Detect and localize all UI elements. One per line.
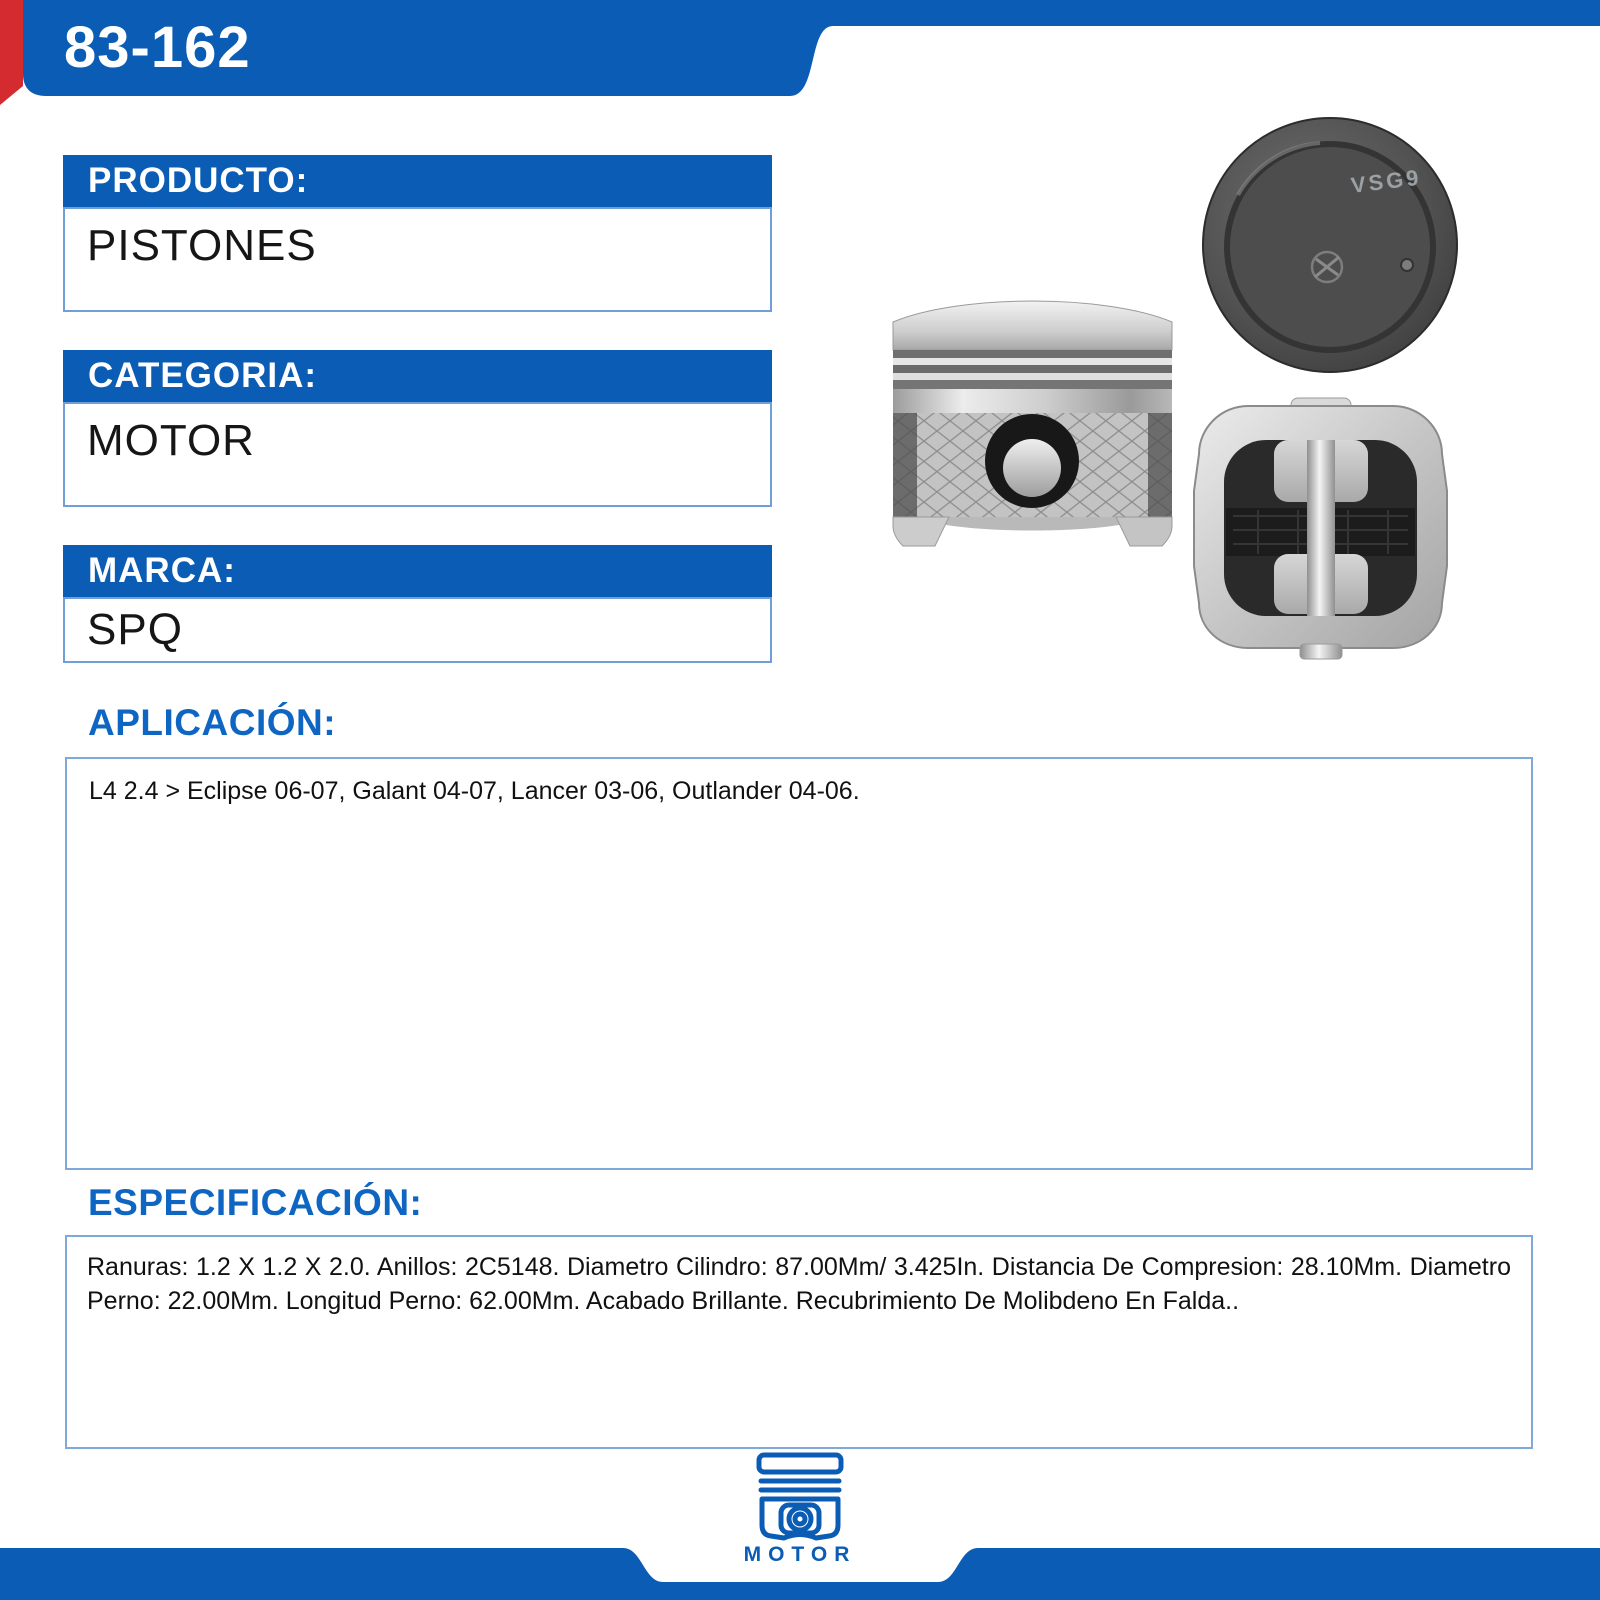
footer-category-label: MOTOR	[743, 1543, 857, 1566]
field-label-categoria	[63, 350, 772, 402]
specification-section-title: ESPECIFICACIÓN:	[88, 1182, 423, 1223]
footer-band	[0, 1540, 1600, 1600]
field-label-producto	[63, 155, 772, 207]
piston-icon	[752, 1452, 848, 1544]
application-text: L4 2.4 > Eclipse 06-07, Galant 04-07, Lancer 03-06, Outlander 04-06.	[89, 777, 860, 805]
field-label-text: CATEGORIA:	[88, 356, 318, 395]
piston-bottom-view-image	[1188, 396, 1453, 661]
field-label-marca	[63, 545, 772, 597]
piston-side-view-image	[885, 288, 1180, 550]
field-value-text: PISTONES	[87, 221, 317, 270]
application-section-title: APLICACIÓN:	[88, 702, 337, 743]
application-box	[65, 757, 1533, 1170]
field-value-text: SPQ	[87, 605, 183, 654]
specification-box	[65, 1235, 1533, 1449]
field-value-marca	[63, 597, 772, 663]
field-label-text: MARCA:	[88, 551, 236, 590]
red-accent-ribbon	[0, 0, 23, 105]
part-number: 83-162	[64, 15, 251, 80]
piston-top-view-image	[1200, 115, 1460, 375]
piston-crown-marking: VSG9	[1349, 164, 1423, 198]
field-label-text: PRODUCTO:	[88, 161, 309, 200]
field-value-text: MOTOR	[87, 416, 255, 465]
specification-text: Ranuras: 1.2 X 1.2 X 2.0. Anillos: 2C5148. Diametro Cilindro: 87.00Mm/ 3.425In. Distancia De Compresion: 28.10Mm. Diametro Perno: 22.00Mm. Longitud Perno: 62.00Mm. Acabado Brillante. Recubrimiento De Molibdeno En Falda..	[87, 1253, 1511, 1315]
field-value-producto	[63, 207, 772, 312]
field-value-categoria	[63, 402, 772, 507]
